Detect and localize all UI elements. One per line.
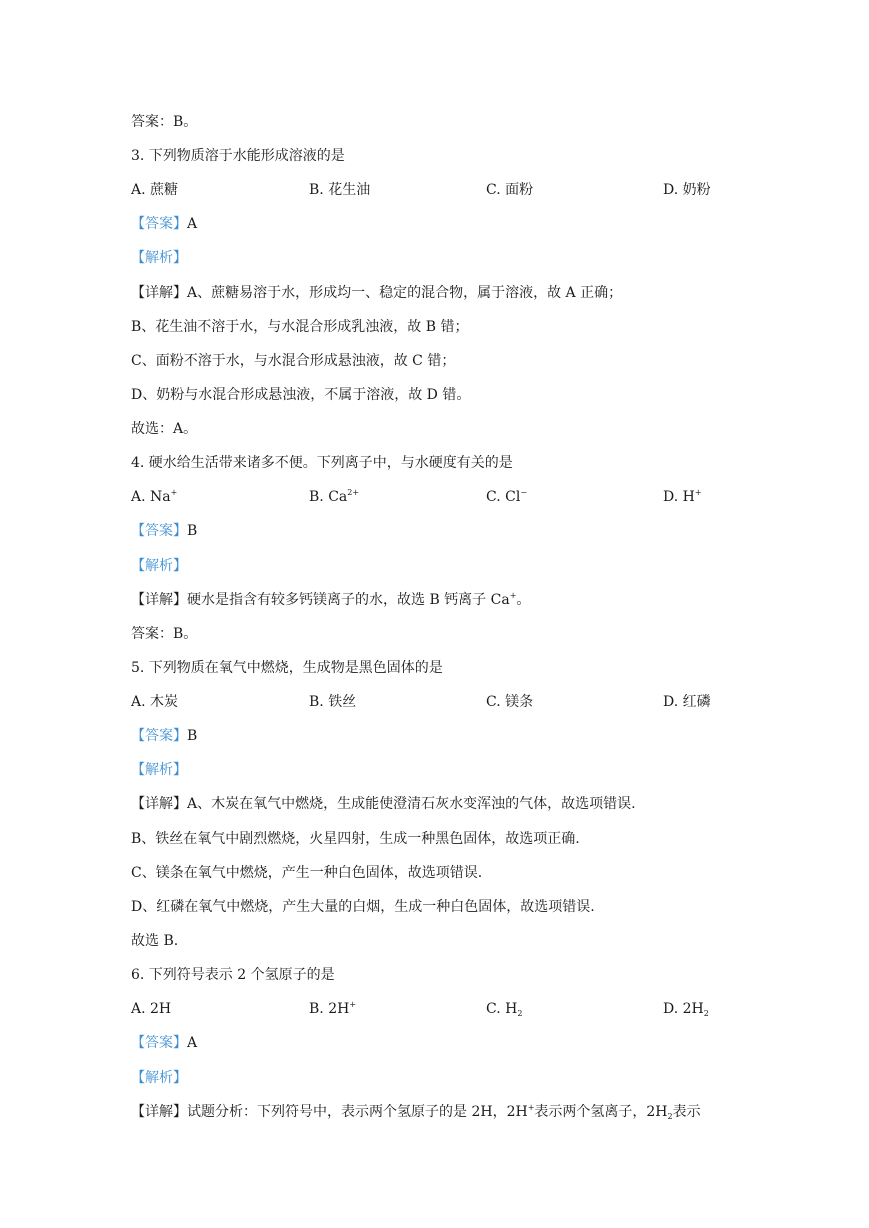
answer-value: A: [187, 216, 198, 232]
q3-option-c: C. 面粉: [486, 182, 534, 198]
option-text: B. Ca: [309, 489, 348, 505]
answer-tag: 【答案】: [131, 728, 187, 744]
answer-tag: 【答案】: [131, 523, 187, 539]
option-text: A. Na: [131, 489, 171, 505]
question-3-stem: 3. 下列物质溶于水能形成溶液的是: [131, 148, 345, 164]
q4-analysis-tag: 【解析】: [131, 558, 187, 574]
q5-option-d: D. 红磷: [663, 694, 711, 710]
q3-conclusion: 故选：A。: [131, 421, 198, 437]
q4-answer: [131, 521, 197, 541]
q4-option-a: [131, 487, 177, 507]
charge-superscript: −: [520, 488, 528, 497]
option-text: C. Cl: [486, 489, 521, 505]
q5-option-a: A. 木炭: [131, 694, 179, 710]
detail-text: 表示: [672, 1104, 701, 1120]
option-text: D. H: [663, 489, 695, 505]
q6-option-d: [663, 999, 709, 1019]
charge-superscript: +: [170, 488, 178, 497]
detail-text: A、木炭在氧气中燃烧，生成能使澄清石灰水变浑浊的气体，故选项错误.: [187, 796, 636, 812]
detail-text: 试题分析：下列符号中，表示两个氢原子的是 2H，2H: [187, 1104, 528, 1120]
detail-tag: 【详解】: [131, 1104, 187, 1120]
answer-value: B: [187, 728, 198, 744]
q6-detail-1: [131, 1102, 701, 1122]
answer-value: A: [187, 1035, 198, 1051]
question-6-stem: 6. 下列符号表示 2 个氢原子的是: [131, 967, 335, 983]
q3-detail-2: B、花生油不溶于水，与水混合形成乳浊液，故 B 错；: [131, 319, 469, 335]
q5-detail-2: B、铁丝在氧气中剧烈燃烧，火星四射，生成一种黑色固体，故选项正确.: [131, 831, 580, 847]
detail-text: 硬水是指含有较多钙镁离子的水，故选 B 钙离子 Ca: [187, 592, 510, 608]
q5-conclusion: 故选 B.: [131, 933, 179, 949]
q5-detail-3: C、镁条在氧气中燃烧，产生一种白色固体，故选项错误.: [131, 865, 483, 881]
q6-option-a: A. 2H: [131, 1001, 172, 1017]
q6-option-c: [486, 999, 522, 1019]
answer-value: B: [187, 523, 198, 539]
question-4-stem: 4. 硬水给生活带来诸多不便。下列离子中，与水硬度有关的是: [131, 455, 513, 471]
q4-detail-1: [131, 590, 530, 610]
charge-superscript: +: [694, 488, 702, 497]
q5-detail-1: [131, 794, 636, 814]
q5-option-b: B. 铁丝: [309, 694, 357, 710]
charge-superscript: +: [349, 1000, 357, 1009]
detail-tag: 【详解】: [131, 592, 187, 608]
answer-tag: 【答案】: [131, 1035, 187, 1051]
option-text: D. 2H: [663, 1001, 704, 1017]
option-text: B. 2H: [309, 1001, 350, 1017]
q4-option-b: [309, 487, 359, 507]
q3-detail-4: D、奶粉与水混合形成悬浊液，不属于溶液，故 D 错。: [131, 387, 471, 403]
q3-option-b: B. 花生油: [309, 182, 371, 198]
answer-tag: 【答案】: [131, 216, 187, 232]
option-text: C. H: [486, 1001, 518, 1017]
detail-tag: 【详解】: [131, 285, 187, 301]
q3-option-a: A. 蔗糖: [131, 182, 179, 198]
detail-text-end: 。: [516, 592, 531, 608]
subscript: 2: [517, 1009, 523, 1018]
answer-line: 答案：B。: [131, 114, 198, 130]
charge-superscript: +: [509, 591, 517, 600]
detail-text: 表示两个氢离子，2H: [534, 1104, 668, 1120]
subscript: 2: [667, 1112, 673, 1121]
q4-option-c: [486, 487, 527, 507]
q3-option-d: D. 奶粉: [663, 182, 711, 198]
q4-conclusion: 答案：B。: [131, 626, 198, 642]
q3-analysis-tag: 【解析】: [131, 250, 187, 266]
q3-detail-3: C、面粉不溶于水，与水混合形成悬浊液，故 C 错；: [131, 353, 456, 369]
q4-option-d: [663, 487, 702, 507]
question-5-stem: 5. 下列物质在氧气中燃烧，生成物是黑色固体的是: [131, 660, 443, 676]
q5-analysis-tag: 【解析】: [131, 762, 187, 778]
detail-text: A、蔗糖易溶于水，形成均一、稳定的混合物，属于溶液，故 A 正确；: [187, 285, 623, 301]
q6-analysis-tag: 【解析】: [131, 1070, 187, 1086]
q5-answer: [131, 726, 197, 746]
q3-answer: [131, 214, 197, 234]
q3-detail-1: [131, 283, 622, 303]
q5-option-c: C. 镁条: [486, 694, 534, 710]
charge-superscript: 2+: [347, 488, 360, 497]
q6-answer: [131, 1033, 197, 1053]
q6-option-b: [309, 999, 356, 1019]
subscript: 2: [703, 1009, 709, 1018]
charge-superscript: +: [527, 1103, 535, 1112]
detail-tag: 【详解】: [131, 796, 187, 812]
q5-detail-4: D、红磷在氧气中燃烧，产生大量的白烟，生成一种白色固体，故选项错误.: [131, 899, 595, 915]
